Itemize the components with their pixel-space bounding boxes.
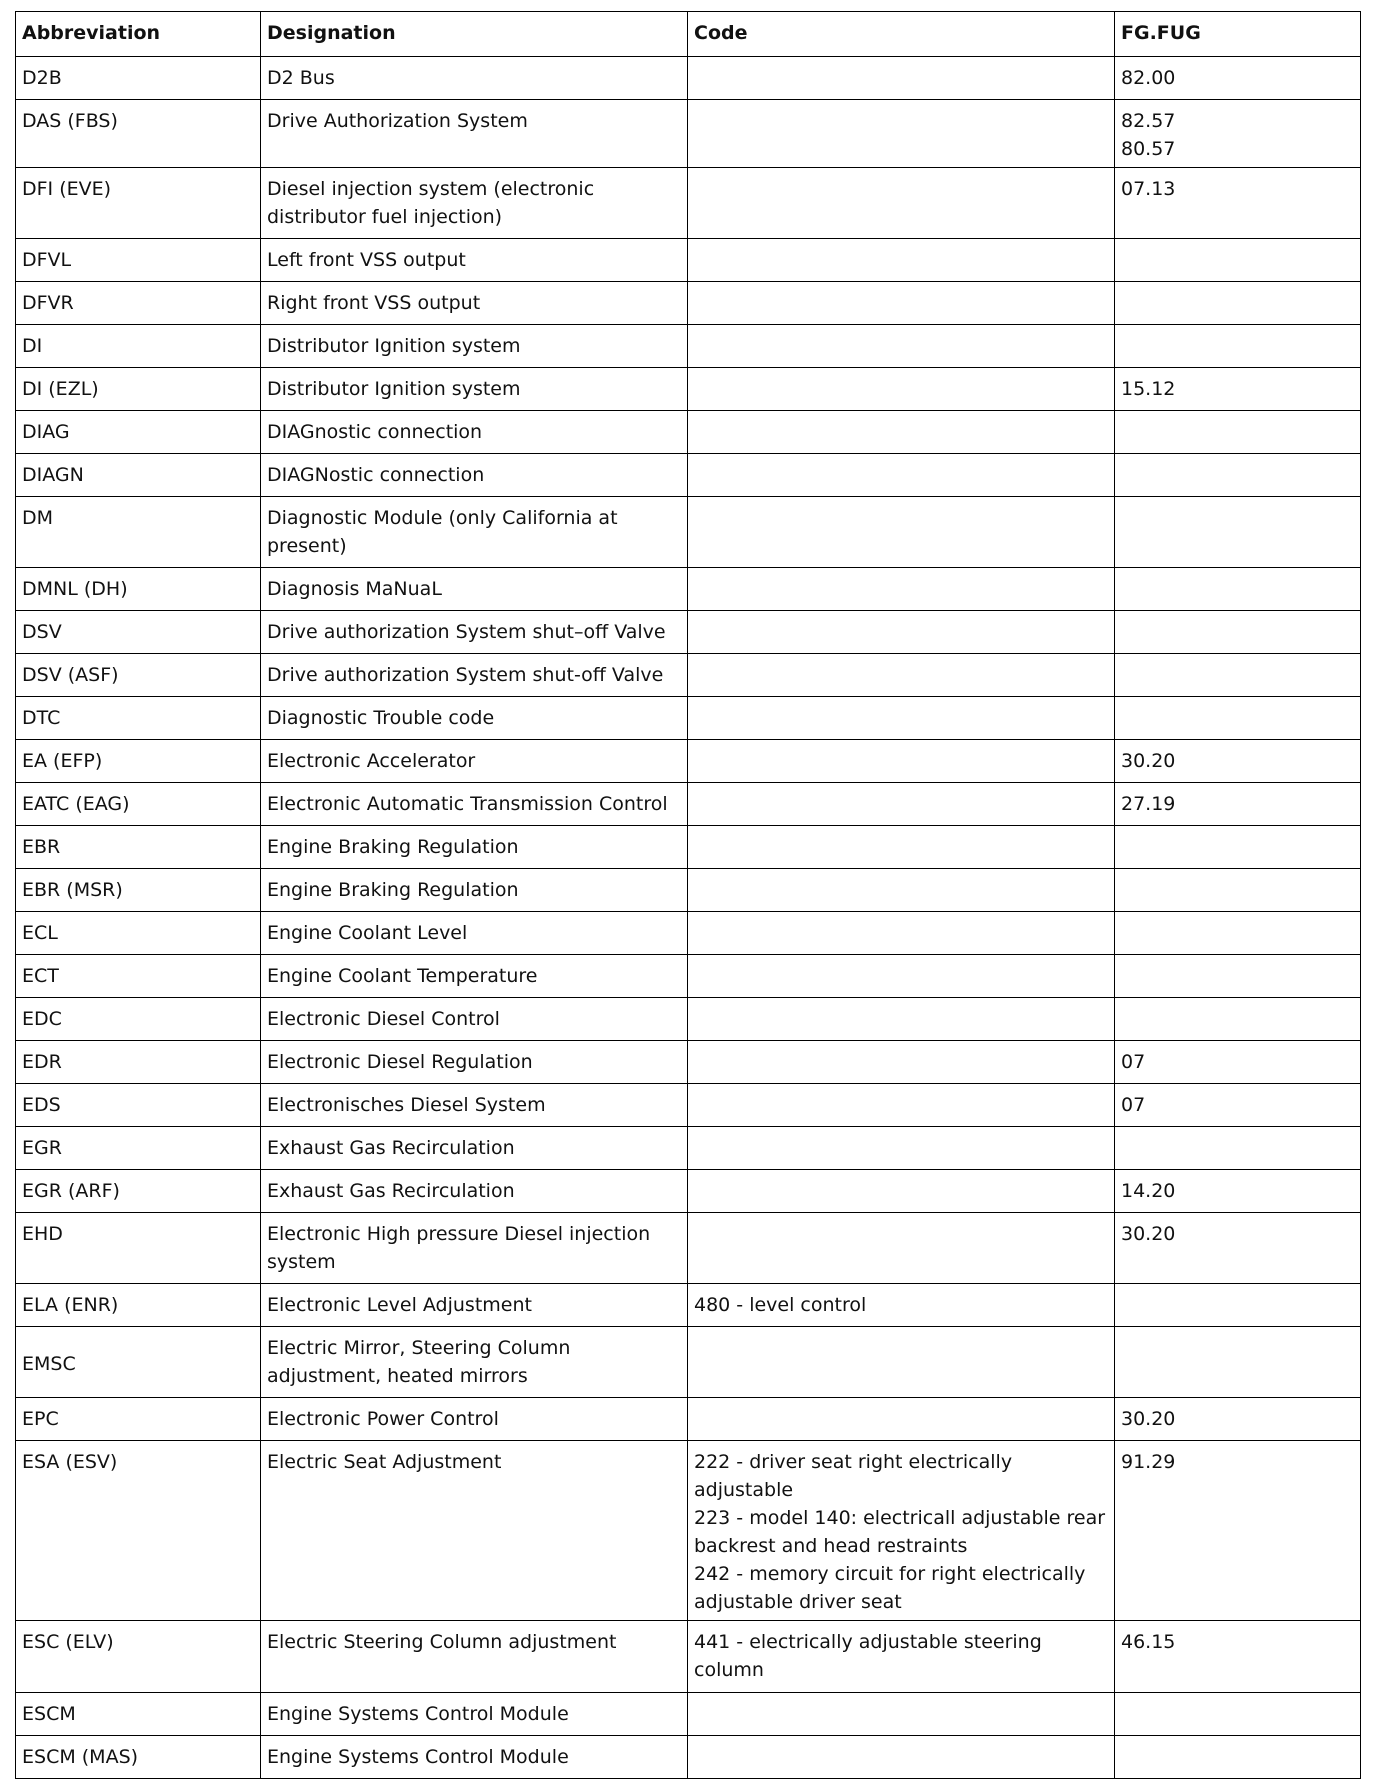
table-row [16,611,1361,654]
designation-cell: Engine Coolant Temperature [261,955,688,998]
table-header-row [16,12,1361,57]
fg-fug-cell: 07.13 [1115,168,1361,239]
code-cell [688,1084,1115,1127]
code-cell [688,998,1115,1041]
abbreviation-cell: ESA (ESV) [16,1441,261,1621]
code-cell [688,568,1115,611]
code-cell [688,654,1115,697]
abbreviation-cell: EGR [16,1127,261,1170]
fg-fug-cell: 82.57 80.57 [1115,100,1361,168]
abbreviation-cell: EDR [16,1041,261,1084]
table-row [16,783,1361,826]
fg-fug-cell [1115,239,1361,282]
abbreviation-cell: DFI (EVE) [16,168,261,239]
abbreviation-cell: D2B [16,57,261,100]
table-row [16,57,1361,100]
fg-fug-cell [1115,411,1361,454]
abbreviation-cell: EMSC [16,1327,261,1398]
abbreviation-cell: DAS (FBS) [16,100,261,168]
designation-cell: Electric Mirror, Steering Column adjustment, heated mirrors [261,1327,688,1398]
designation-cell: Drive authorization System shut-off Valve [261,654,688,697]
code-cell: 480 - level control [688,1284,1115,1327]
fg-fug-cell: 46.15 [1115,1621,1361,1693]
code-cell [688,869,1115,912]
code-cell [688,1213,1115,1284]
code-cell [688,168,1115,239]
fg-fug-cell: 07 [1115,1041,1361,1084]
designation-cell: Diesel injection system (electronic distributor fuel injection) [261,168,688,239]
table-row [16,697,1361,740]
designation-cell: Distributor Ignition system [261,325,688,368]
designation-cell: Electronic Level Adjustment [261,1284,688,1327]
fg-fug-cell [1115,568,1361,611]
code-cell [688,239,1115,282]
abbreviation-cell: ECT [16,955,261,998]
abbreviation-cell: DSV [16,611,261,654]
code-cell [688,1127,1115,1170]
designation-cell: Electronic Diesel Regulation [261,1041,688,1084]
table-row [16,826,1361,869]
abbreviation-cell: DIAG [16,411,261,454]
code-cell [688,411,1115,454]
designation-cell: Distributor Ignition system [261,368,688,411]
code-cell [688,1327,1115,1398]
abbreviation-cell: DTC [16,697,261,740]
fg-fug-cell [1115,1693,1361,1736]
table-row [16,168,1361,239]
table-row [16,912,1361,955]
header-code: Code [688,12,1115,57]
code-cell [688,955,1115,998]
designation-cell: Engine Coolant Level [261,912,688,955]
code-cell [688,325,1115,368]
abbreviation-cell: DM [16,497,261,568]
designation-cell: Drive Authorization System [261,100,688,168]
table-row [16,411,1361,454]
table-row [16,497,1361,568]
abbreviation-cell: ELA (ENR) [16,1284,261,1327]
table-body [16,57,1361,1779]
code-cell [688,497,1115,568]
code-cell [688,826,1115,869]
abbreviation-cell: DI (EZL) [16,368,261,411]
table-row [16,454,1361,497]
fg-fug-cell [1115,325,1361,368]
designation-cell: Electric Seat Adjustment [261,1441,688,1621]
code-cell [688,912,1115,955]
fg-fug-cell: 27.19 [1115,783,1361,826]
abbreviation-cell: DIAGN [16,454,261,497]
code-cell [688,697,1115,740]
table-row [16,239,1361,282]
abbreviation-cell: ECL [16,912,261,955]
table-row [16,869,1361,912]
code-cell [688,57,1115,100]
code-cell [688,1170,1115,1213]
designation-cell: DIAGnostic connection [261,411,688,454]
designation-cell: Electronic High pressure Diesel injection system [261,1213,688,1284]
abbreviation-cell: DSV (ASF) [16,654,261,697]
code-cell [688,454,1115,497]
designation-cell: Exhaust Gas Recirculation [261,1170,688,1213]
designation-cell: Engine Braking Regulation [261,826,688,869]
fg-fug-cell [1115,869,1361,912]
fg-fug-cell [1115,826,1361,869]
code-cell [688,282,1115,325]
fg-fug-cell: 14.20 [1115,1170,1361,1213]
fg-fug-cell: 30.20 [1115,1213,1361,1284]
abbreviation-cell: EPC [16,1398,261,1441]
fg-fug-cell [1115,497,1361,568]
designation-cell: Diagnosis MaNuaL [261,568,688,611]
code-cell [688,1041,1115,1084]
table-row [16,1736,1361,1779]
code-cell: 222 - driver seat right electrically adjustable 223 - model 140: electricall adjustable rear backrest and head restraints 242 - memory circuit for right electrically adjustable driver seat [688,1441,1115,1621]
table-row [16,1327,1361,1398]
fg-fug-cell: 30.20 [1115,1398,1361,1441]
designation-cell: Electronic Power Control [261,1398,688,1441]
fg-fug-cell: 82.00 [1115,57,1361,100]
designation-cell: Electronic Diesel Control [261,998,688,1041]
table-row [16,1441,1361,1621]
table-row [16,1170,1361,1213]
abbreviation-cell: DFVR [16,282,261,325]
abbreviation-cell: EBR [16,826,261,869]
abbreviation-cell: EATC (EAG) [16,783,261,826]
designation-cell: Engine Braking Regulation [261,869,688,912]
table-row [16,654,1361,697]
header-fg-fug: FG.FUG [1115,12,1361,57]
table-row [16,1693,1361,1736]
table-row [16,325,1361,368]
table-row [16,1284,1361,1327]
table-row [16,1398,1361,1441]
abbreviation-cell: EGR (ARF) [16,1170,261,1213]
table-row [16,368,1361,411]
abbreviation-cell: EDC [16,998,261,1041]
table-row [16,1127,1361,1170]
designation-cell: Drive authorization System shut–off Valve [261,611,688,654]
fg-fug-cell: 15.12 [1115,368,1361,411]
abbreviation-cell: EA (EFP) [16,740,261,783]
fg-fug-cell [1115,998,1361,1041]
designation-cell: Diagnostic Trouble code [261,697,688,740]
header-designation: Designation [261,12,688,57]
table-row [16,100,1361,168]
designation-cell: Left front VSS output [261,239,688,282]
designation-cell: Diagnostic Module (only California at present) [261,497,688,568]
table-row [16,998,1361,1041]
abbreviation-cell: ESCM (MAS) [16,1736,261,1779]
code-cell [688,1398,1115,1441]
code-cell [688,783,1115,826]
designation-cell: Electronic Accelerator [261,740,688,783]
table-row [16,282,1361,325]
code-cell [688,368,1115,411]
abbreviation-cell: EHD [16,1213,261,1284]
code-cell [688,740,1115,783]
fg-fug-cell [1115,611,1361,654]
abbreviation-cell: EDS [16,1084,261,1127]
abbreviation-cell: DI [16,325,261,368]
fg-fug-cell [1115,282,1361,325]
designation-cell: Right front VSS output [261,282,688,325]
designation-cell: Electronic Automatic Transmission Control [261,783,688,826]
code-cell [688,100,1115,168]
table-row [16,1041,1361,1084]
designation-cell: DIAGNostic connection [261,454,688,497]
fg-fug-cell [1115,654,1361,697]
fg-fug-cell: 91.29 [1115,1441,1361,1621]
abbreviation-cell: DMNL (DH) [16,568,261,611]
code-cell [688,1736,1115,1779]
table-row [16,568,1361,611]
code-cell [688,611,1115,654]
designation-cell: Electric Steering Column adjustment [261,1621,688,1693]
designation-cell: Electronisches Diesel System [261,1084,688,1127]
table-row [16,1213,1361,1284]
fg-fug-cell [1115,912,1361,955]
table-row [16,740,1361,783]
designation-cell: Engine Systems Control Module [261,1736,688,1779]
fg-fug-cell [1115,697,1361,740]
fg-fug-cell [1115,1736,1361,1779]
designation-cell: Exhaust Gas Recirculation [261,1127,688,1170]
code-cell [688,1693,1115,1736]
abbreviation-cell: ESCM [16,1693,261,1736]
fg-fug-cell [1115,955,1361,998]
abbreviation-table [15,11,1361,1779]
fg-fug-cell: 07 [1115,1084,1361,1127]
fg-fug-cell [1115,1327,1361,1398]
fg-fug-cell [1115,1127,1361,1170]
fg-fug-cell: 30.20 [1115,740,1361,783]
table-row [16,1084,1361,1127]
table-row [16,955,1361,998]
designation-cell: Engine Systems Control Module [261,1693,688,1736]
abbreviation-cell: EBR (MSR) [16,869,261,912]
abbreviation-cell: DFVL [16,239,261,282]
fg-fug-cell [1115,1284,1361,1327]
abbreviation-cell: ESC (ELV) [16,1621,261,1693]
table-row [16,1621,1361,1693]
fg-fug-cell [1115,454,1361,497]
designation-cell: D2 Bus [261,57,688,100]
code-cell: 441 - electrically adjustable steering column [688,1621,1115,1693]
header-abbreviation: Abbreviation [16,12,261,57]
